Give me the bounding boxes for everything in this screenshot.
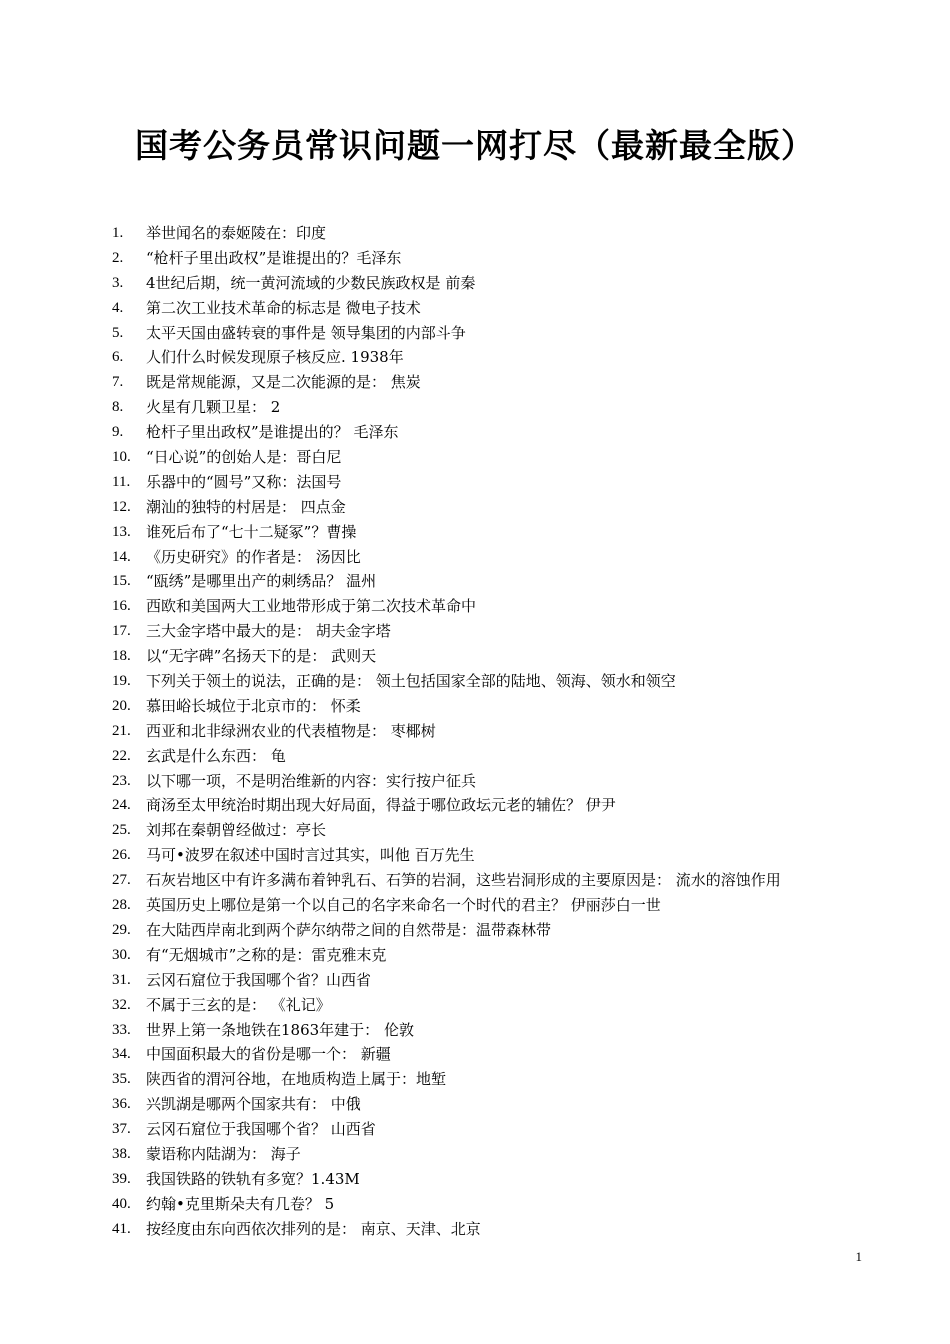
list-item [112, 520, 912, 545]
list-item [112, 296, 912, 321]
list-item-text: 商汤至太甲统治时期出现大好局面，得益于哪位政坛元老的辅佐？ 伊尹 [146, 796, 616, 815]
list-item [112, 893, 912, 918]
list-item-number: 24. [112, 797, 131, 814]
list-item-number: 40. [112, 1195, 131, 1212]
list-item-text: 以下哪一项，不是明治维新的内容：实行按户征兵 [146, 771, 477, 790]
list-item-text: 蒙语称内陆湖为： 海子 [146, 1144, 301, 1163]
list-item-number: 23. [112, 772, 131, 789]
list-item-number: 15. [112, 573, 131, 590]
list-item-number: 2. [112, 249, 124, 266]
list-item-text: 乐器中的“圆号”又称：法国号 [146, 472, 342, 491]
list-item [112, 993, 912, 1018]
list-item-text: 枪杆子里出政权”是谁提出的？ 毛泽东 [146, 423, 399, 442]
list-item-text: 我国铁路的铁轨有多宽？1.43M [146, 1169, 360, 1188]
list-item-number: 16. [112, 598, 131, 615]
list-item-number: 21. [112, 722, 131, 739]
list-item-text: 《历史研究》的作者是： 汤因比 [146, 547, 361, 566]
list-item-text: 不属于三玄的是： 《礼记》 [146, 995, 331, 1014]
list-item-text: 中国面积最大的省份是哪一个： 新疆 [146, 1045, 391, 1064]
list-item-number: 8. [112, 399, 124, 416]
list-item [112, 818, 912, 843]
list-item-number: 3. [112, 274, 124, 291]
list-item-number: 39. [112, 1170, 131, 1187]
list-item [112, 1042, 912, 1067]
list-item-number: 9. [112, 424, 124, 441]
list-item [112, 769, 912, 794]
list-item-number: 30. [112, 946, 131, 963]
list-item-number: 31. [112, 971, 131, 988]
list-item [112, 1018, 912, 1043]
list-item-text: “枪杆子里出政权”是谁提出的？毛泽东 [146, 248, 402, 267]
list-item-number: 27. [112, 872, 131, 889]
list-item-text: 云冈石窟位于我国哪个省？山西省 [146, 970, 372, 989]
list-item [112, 843, 912, 868]
list-item [112, 321, 912, 346]
list-item-text: 世界上第一条地铁在1863年建于： 伦敦 [146, 1020, 414, 1039]
list-item-number: 38. [112, 1145, 131, 1162]
list-item-number: 6. [112, 349, 124, 366]
list-item [112, 1167, 912, 1192]
list-item-text: 太平天国由盛转衰的事件是 领导集团的内部斗争 [146, 323, 466, 342]
list-item-number: 28. [112, 897, 131, 914]
list-item-text: 潮汕的独特的村居是： 四点金 [146, 497, 346, 516]
list-item-text: 以“无字碑”名扬天下的是： 武则天 [146, 647, 377, 666]
list-item [112, 370, 912, 395]
list-item-text: 西亚和北非绿洲农业的代表植物是： 枣椰树 [146, 721, 436, 740]
list-item-number: 18. [112, 648, 131, 665]
question-list [112, 221, 912, 1242]
list-item-number: 36. [112, 1096, 131, 1113]
list-item-number: 35. [112, 1071, 131, 1088]
list-item-text: 石灰岩地区中有许多满布着钟乳石、石笋的岩洞，这些岩洞形成的主要原因是： 流水的溶蚀作用 [146, 871, 781, 890]
list-item-text: 有“无烟城市”之称的是：雷克雅末克 [146, 945, 387, 964]
list-item-text: 第二次工业技术革命的标志是 微电子技术 [146, 298, 421, 317]
list-item-number: 7. [112, 374, 124, 391]
list-item [112, 545, 912, 570]
page-number: 1 [855, 1249, 862, 1264]
list-item [112, 345, 912, 370]
list-item-number: 33. [112, 1021, 131, 1038]
list-item [112, 569, 912, 594]
list-item [112, 445, 912, 470]
list-item-text: 人们什么时候发现原子核反应. 1938年 [146, 348, 404, 367]
list-item [112, 918, 912, 943]
list-item-number: 13. [112, 523, 131, 540]
list-item [112, 868, 912, 893]
list-item-text: 谁死后布了“七十二疑冢”？曹操 [146, 522, 357, 541]
list-item-text: 4世纪后期，统一黄河流域的少数民族政权是 前秦 [146, 273, 476, 292]
list-item-number: 17. [112, 623, 131, 640]
list-item-number: 1. [112, 225, 124, 241]
list-item-text: 英国历史上哪位是第一个以自己的名字来命名一个时代的君主？ 伊丽莎白一世 [146, 896, 661, 915]
list-item [112, 1067, 912, 1092]
list-item [112, 271, 912, 296]
list-item-text: 举世闻名的泰姬陵在：印度 [146, 224, 327, 242]
list-item-number: 14. [112, 548, 131, 565]
list-item-text: 既是常规能源，又是二次能源的是： 焦炭 [146, 373, 421, 392]
list-item-number: 12. [112, 498, 131, 515]
list-item [112, 694, 912, 719]
list-item-number: 32. [112, 996, 131, 1013]
list-item-number: 29. [112, 921, 131, 938]
list-item-text: 陕西省的渭河谷地，在地质构造上属于：地堑 [146, 1070, 447, 1089]
list-item [112, 1192, 912, 1217]
list-item-number: 19. [112, 673, 131, 690]
list-item [112, 619, 912, 644]
list-item [112, 644, 912, 669]
list-item-number: 41. [112, 1220, 131, 1237]
list-item-text: 在大陆西岸南北到两个萨尔纳带之间的自然带是：温带森林带 [146, 920, 552, 939]
list-item-number: 34. [112, 1046, 131, 1063]
list-item-number: 5. [112, 324, 124, 341]
list-item [112, 719, 912, 744]
list-item-text: 按经度由东向西依次排列的是： 南京、天津、北京 [146, 1219, 481, 1238]
list-item [112, 968, 912, 993]
list-item [112, 744, 912, 769]
list-item-number: 37. [112, 1121, 131, 1138]
list-item-number: 4. [112, 299, 124, 316]
list-item-text: 云冈石窟位于我国哪个省？ 山西省 [146, 1120, 376, 1139]
list-item [112, 943, 912, 968]
list-item [112, 594, 912, 619]
list-item-text: 马可•波罗在叙述中国时言过其实，叫他 百万先生 [146, 846, 475, 865]
list-item [112, 1142, 912, 1167]
list-item-text: 火星有几颗卫星： 2 [146, 398, 281, 417]
list-item-text: “瓯绣”是哪里出产的刺绣品？ 温州 [146, 572, 377, 591]
list-item [112, 1092, 912, 1117]
list-item-text: “日心说”的创始人是：哥白尼 [146, 448, 342, 467]
list-item-number: 22. [112, 747, 131, 764]
list-item [112, 221, 912, 246]
list-item-text: 三大金字塔中最大的是： 胡夫金字塔 [146, 622, 391, 641]
list-item [112, 1117, 912, 1142]
list-item-number: 11. [112, 473, 131, 490]
list-item-number: 20. [112, 697, 131, 714]
list-item [112, 495, 912, 520]
list-item [112, 246, 912, 271]
list-item-number: 25. [112, 822, 131, 839]
list-item-text: 西欧和美国两大工业地带形成于第二次技术革命中 [146, 597, 477, 616]
list-item-text: 约翰•克里斯朵夫有几卷？ 5 [146, 1194, 335, 1213]
list-item [112, 1217, 912, 1242]
list-item-text: 兴凯湖是哪两个国家共有： 中俄 [146, 1095, 361, 1114]
list-item-number: 10. [112, 449, 131, 466]
list-item-text: 下列关于领土的说法，正确的是： 领土包括国家全部的陆地、领海、领水和领空 [146, 672, 676, 691]
list-item [112, 669, 912, 694]
list-item [112, 793, 912, 818]
list-item [112, 420, 912, 445]
list-item-text: 刘邦在秦朝曾经做过：亭长 [146, 821, 327, 840]
document-title: 国考公务员常识问题一网打尽（最新最全版） [135, 126, 815, 165]
list-item [112, 395, 912, 420]
list-item-text: 玄武是什么东西： 龟 [146, 746, 286, 765]
list-item-text: 慕田峪长城位于北京市的： 怀柔 [146, 696, 361, 715]
list-item [112, 470, 912, 495]
list-item-number: 26. [112, 847, 131, 864]
